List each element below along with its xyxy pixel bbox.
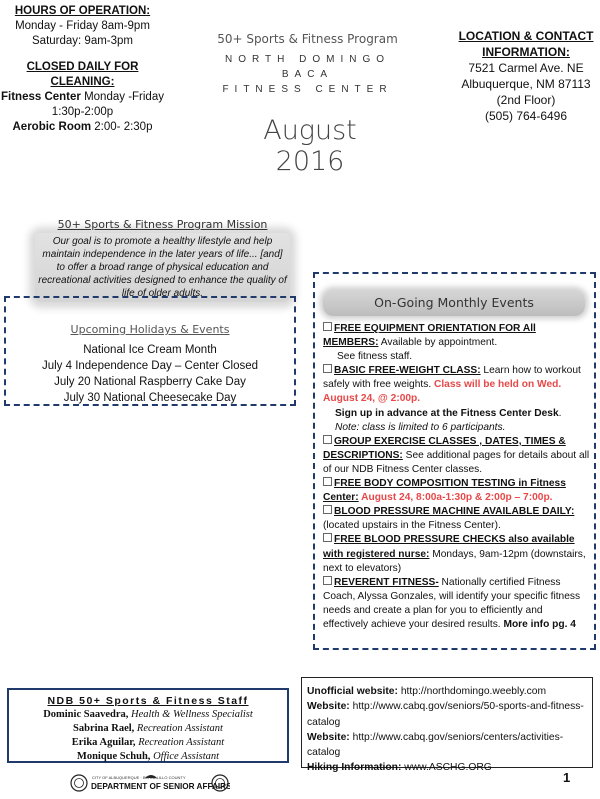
mission-text: Our goal is to promote a healthy lifestyle and help maintain independence in the later years of life... [and] to offer a broad range of physical education and recreational activities designed to enhance the quality of life of older adults.: [35, 233, 290, 302]
location-heading-2: INFORMATION:: [482, 45, 570, 59]
unofficial-website[interactable]: Unofficial website: http://northdomingo.weebly.com: [307, 686, 547, 697]
holiday-item: National Ice Cream Month: [83, 344, 217, 356]
mission-section: [35, 218, 290, 302]
event-free-weight-class: BASIC FREE-WEIGHT CLASS: Learn how to workout safely with free weights. Class will be held on Wed. August 24, @ 2:00p. Sign up in advance at the Fitness Center Desk. Note: class is limited to 6 participants.: [323, 365, 581, 433]
checkbox-icon: [323, 435, 332, 444]
checkbox-icon: [323, 477, 332, 486]
address-street: 7521 Carmel Ave. NE: [468, 61, 584, 75]
holidays-box: [4, 296, 296, 406]
cleaning-fitness-center: Fitness Center Monday -Friday: [1, 91, 164, 103]
staff-member: Monique Schuh, Office Assistant: [76, 751, 220, 762]
center-name-line1: NORTH DOMINGO BACA: [224, 54, 391, 80]
holidays-title: Upcoming Holidays & Events: [70, 323, 230, 336]
checkbox-icon: [323, 533, 332, 542]
hours-weekday: Monday - Friday 8am-9pm: [15, 20, 150, 32]
hiking-info[interactable]: Hiking Information: www.ASCHG.ORG: [307, 762, 492, 774]
hours-saturday: Saturday: 9am-3pm: [32, 35, 133, 47]
logo-top-text: CITY OF ALBUQUERQUE · BERNALILLO COUNTY: [92, 775, 186, 780]
address-city: Albuquerque, NM 87113: [461, 77, 591, 91]
holiday-item: July 30 National Cheesecake Day: [63, 392, 237, 404]
seal-icon: [70, 772, 230, 794]
events-box: [313, 272, 596, 650]
address-floor: (2nd Floor): [496, 93, 556, 107]
event-equipment-orientation: FREE EQUIPMENT ORIENTATION FOR All MEMBERS: Available by appointment. See fitness staff.: [323, 323, 536, 363]
program-name: 50+ Sports & Fitness Program: [217, 32, 398, 46]
website-catalog[interactable]: Website: http://www.cabq.gov/seniors/50-sports-and-fitness-catalog: [307, 701, 584, 728]
web-links-box: [301, 677, 593, 774]
event-blood-pressure-machine: BLOOD PRESSURE MACHINE AVAILABLE DAILY: (located upstairs in the Fitness Center).: [323, 506, 575, 532]
hours-heading: HOURS OF OPERATION:: [14, 5, 151, 17]
phone-number: (505) 764-6496: [484, 109, 568, 123]
senior-affairs-logo: [70, 772, 230, 794]
checkbox-icon: [323, 576, 332, 585]
checkbox-icon: [323, 364, 332, 373]
checkbox-icon: [323, 505, 332, 514]
cleaning-fitness-time: 1:30p-2:00p: [51, 106, 114, 118]
staff-member: Erika Aguilar, Recreation Assistant: [71, 737, 225, 748]
cleaning-aerobic: Aerobic Room 2:00- 2:30p: [12, 121, 153, 133]
staff-title: NDB 50+ Sports & Fitness Staff: [47, 695, 249, 707]
mission-title: 50+ Sports & Fitness Program Mission: [57, 218, 268, 231]
website-activities[interactable]: Website: http://www.cabq.gov/seniors/centers/activities-catalog: [307, 731, 564, 759]
holiday-item: July 4 Independence Day – Center Closed: [41, 360, 259, 372]
page-number: 1: [563, 770, 571, 785]
event-reverent-fitness: REVERENT FITNESS- Nationally certified Fitness Coach, Alyssa Gonzales, will identify your specific fitness needs and create a plan for you to efficiently and effectively achieve your desired results. More info pg. 4: [323, 576, 581, 630]
events-title: On-Going Monthly Events: [323, 290, 585, 316]
location-section: [452, 28, 600, 124]
hours-section: [0, 4, 165, 135]
staff-member: Sabrina Rael, Recreation Assistant: [73, 723, 223, 734]
staff-box: [7, 688, 289, 763]
holiday-item: July 20 National Raspberry Cake Day: [54, 376, 246, 388]
center-header: [195, 32, 420, 97]
staff-member: Dominic Saavedra, Health & Wellness Specialist: [43, 709, 253, 720]
checkbox-icon: [323, 322, 332, 331]
logo-main-text: DEPARTMENT OF SENIOR AFFAIRS: [91, 782, 230, 791]
event-blood-pressure-checks: FREE BLOOD PRESSURE CHECKS also available with registered nurse: Mondays, 9am-12pm (downstairs, next to elevators): [323, 534, 586, 574]
center-name-line2: FITNESS CENTER: [222, 84, 393, 95]
event-body-composition: FREE BODY COMPOSITION TESTING in Fitness Center: August 24, 8:00a-1:30p & 2:00p – 7:00p.: [323, 478, 566, 504]
event-group-exercise: GROUP EXERCISE CLASSES , DATES, TIMES & DESCRIPTIONS: See additional pages for details about all of our NDB Fitness Center classes.: [323, 435, 590, 475]
location-heading-1: LOCATION & CONTACT: [458, 29, 594, 43]
month-title: August 2016: [263, 115, 357, 177]
cleaning-heading: CLOSED DAILY FOR CLEANING:: [26, 61, 139, 88]
